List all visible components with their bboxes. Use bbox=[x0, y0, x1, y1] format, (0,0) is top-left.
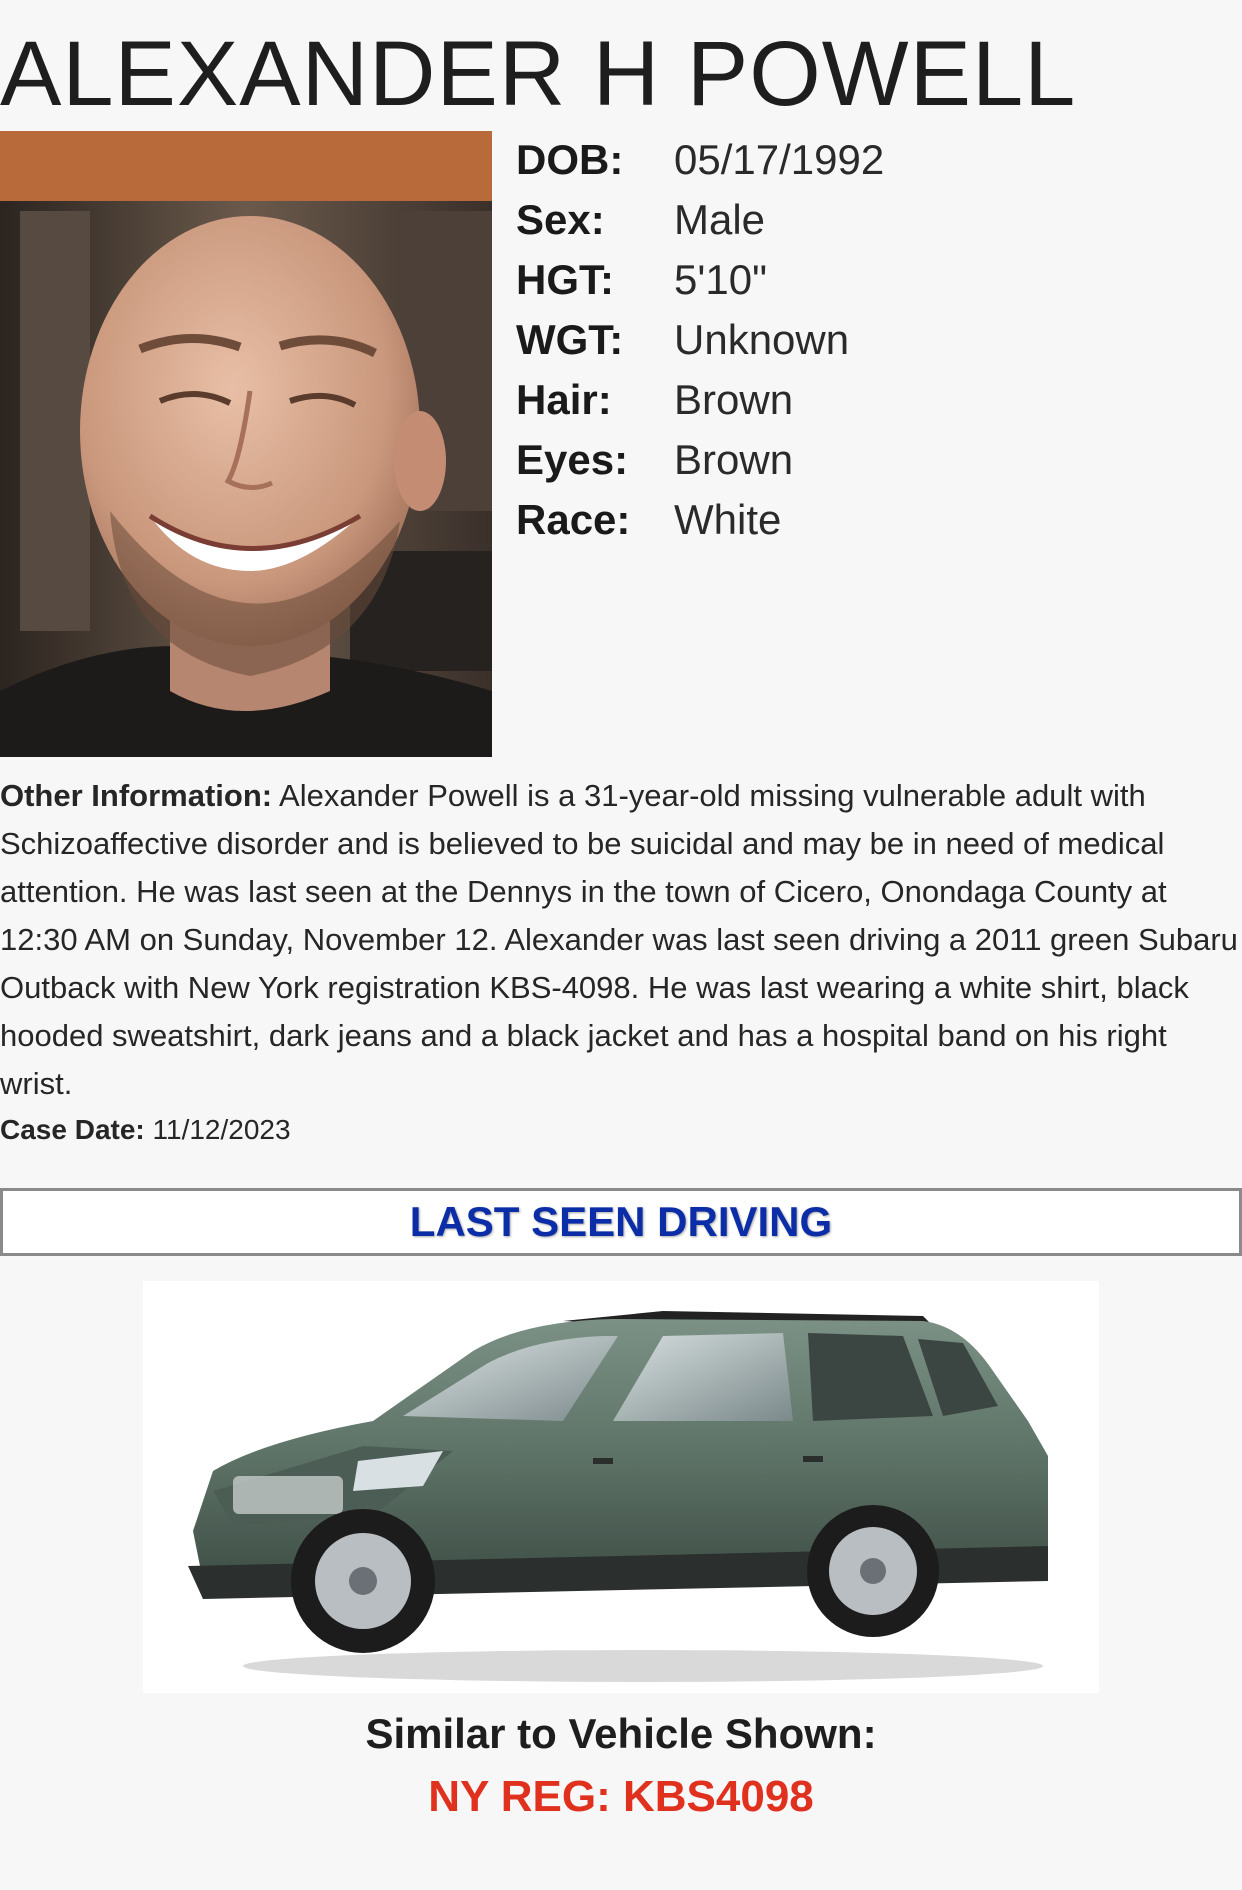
person-name: ALEXANDER H POWELL bbox=[0, 23, 1077, 125]
fact-value: Brown bbox=[674, 376, 794, 423]
fact-height bbox=[516, 250, 884, 310]
last-seen-banner bbox=[0, 1188, 1242, 1256]
fact-sex bbox=[516, 190, 884, 250]
case-date-value: 11/12/2023 bbox=[144, 1114, 291, 1145]
fact-value: 5'10" bbox=[674, 256, 768, 303]
fact-race bbox=[516, 490, 884, 550]
fact-value: White bbox=[674, 496, 782, 543]
fact-label: Sex: bbox=[516, 196, 605, 243]
person-photo bbox=[0, 131, 492, 757]
vehicle-image bbox=[143, 1281, 1099, 1693]
fact-label: HGT: bbox=[516, 256, 614, 303]
other-information-text: Alexander Powell is a 31-year-old missing vulnerable adult with Schizoaffective disorder and is believed to be suicidal and may be in need of medical attention. He was last seen at the Dennys in the town of Cicero, Onondaga County at 12:30 AM on Sunday, November 12. Alexander was last seen driving a 2011 green Subaru Outback with New York registration KBS-4098. He was last wearing a white shirt, black hooded sweatshirt, dark jeans and a black jacket and has a hospital band on his right wrist. bbox=[0, 778, 1238, 1101]
fact-value: Brown bbox=[674, 436, 794, 483]
fact-weight bbox=[516, 310, 884, 370]
fact-label: Hair: bbox=[516, 376, 612, 423]
other-information-label: Other Information: bbox=[0, 778, 273, 813]
last-seen-banner-text: LAST SEEN DRIVING bbox=[409, 1198, 833, 1245]
fact-value: Unknown bbox=[674, 316, 850, 363]
fact-value: Male bbox=[674, 196, 766, 243]
case-date-label: Case Date: bbox=[0, 1114, 145, 1145]
fact-hair bbox=[516, 370, 884, 430]
fact-label: WGT: bbox=[516, 316, 624, 363]
case-date bbox=[0, 1114, 291, 1146]
fact-label: DOB: bbox=[516, 136, 624, 183]
vehicle-registration: NY REG: KBS4098 bbox=[428, 1772, 814, 1821]
fact-label: Race: bbox=[516, 496, 631, 543]
fact-dob bbox=[516, 130, 884, 190]
other-information bbox=[0, 772, 1242, 1108]
fact-value: 05/17/1992 bbox=[674, 136, 885, 183]
vehicle-caption: Similar to Vehicle Shown: bbox=[365, 1710, 877, 1757]
fact-label: Eyes: bbox=[516, 436, 629, 483]
fact-eyes bbox=[516, 430, 884, 490]
person-facts bbox=[516, 130, 884, 550]
